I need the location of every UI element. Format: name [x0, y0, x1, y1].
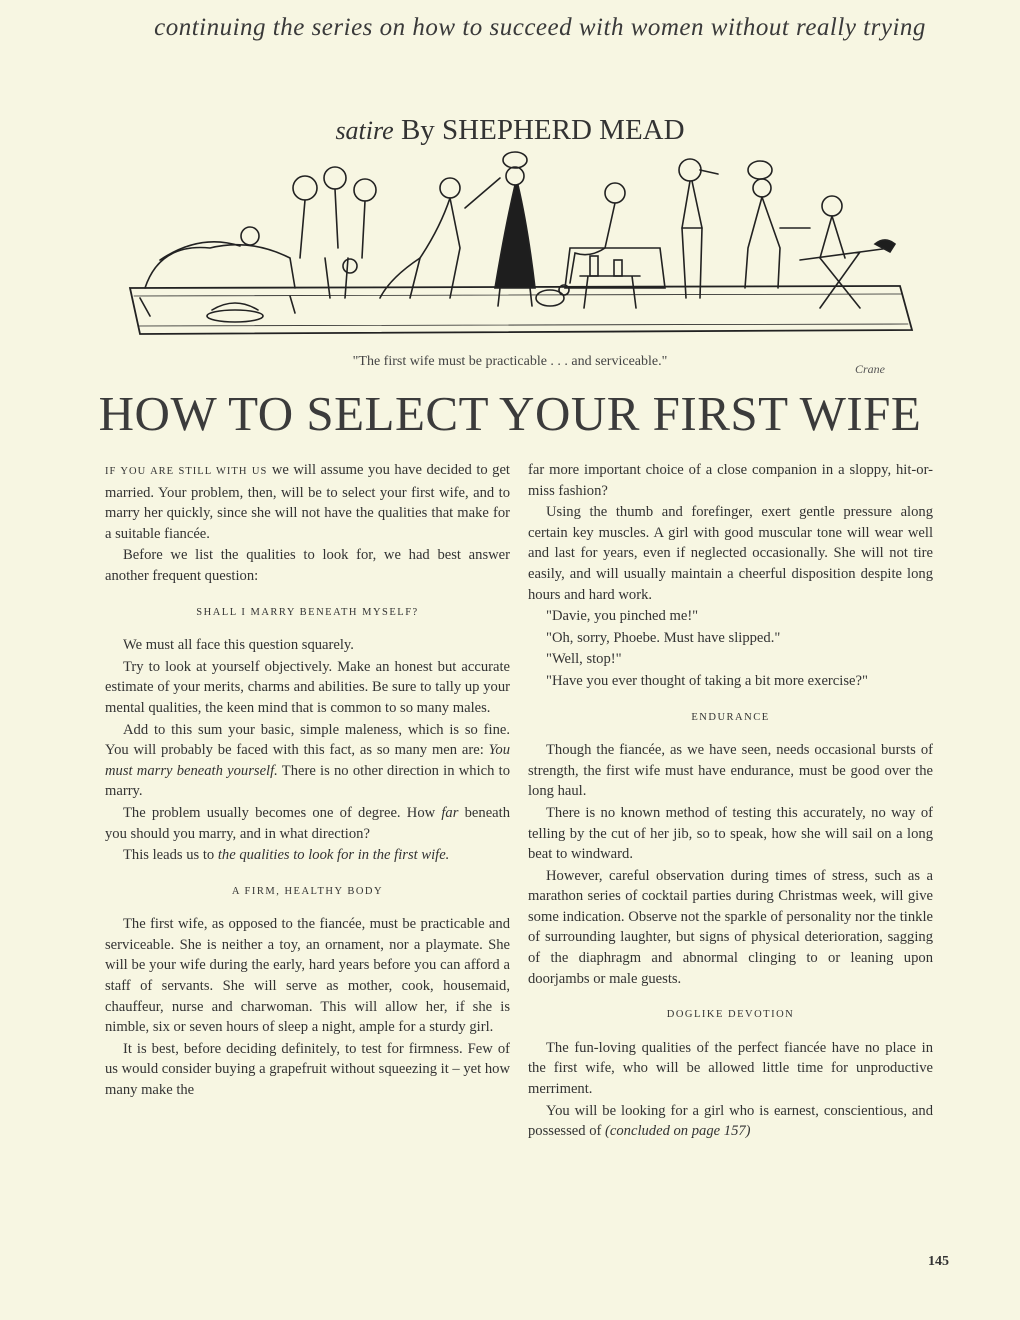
paragraph [105, 720, 510, 802]
intro-text: we will assume you have decided to get married. Your problem, then, will be to select your first wife, and to marry her quickly, since she will not have the qualities that make for a suitable fiancée. [105, 462, 510, 542]
paragraph: The fun-loving qualities of the perfect fiancée have no place in the first wife, who will be allowed little time for unproductive merriment. [528, 1039, 933, 1098]
dialog-line: "Oh, sorry, Phoebe. Must have slipped." [546, 629, 781, 646]
byline [0, 114, 1020, 147]
dialog-line: "Well, stop!" [546, 651, 622, 668]
subhead: SHALL I MARRY BENEATH MYSELF? [196, 606, 419, 618]
subhead: DOGLIKE DEVOTION [666, 1009, 795, 1021]
cartoon-illustration [120, 148, 920, 358]
intro-lead: IF YOU ARE STILL WITH US [105, 466, 268, 477]
paragraph: It is best, before deciding definitely, to test for firmness. Few of us would consider buying a grapefruit without squeezing it – yet how many make the [105, 1040, 510, 1099]
paragraph [105, 460, 510, 544]
paragraph [105, 845, 510, 866]
paragraph [105, 803, 510, 844]
page-number: 145 [928, 1254, 949, 1269]
paragraph: Using the thumb and forefinger, exert gentle pressure along certain key muscles. A girl with good muscular tone will wear well and last for years, even if neglected occasionally. She will not tire easily, and will usually maintain a cheerful disposition despite long hours and hard work. [528, 504, 933, 603]
dialog-line: "Have you ever thought of taking a bit more exercise?" [546, 672, 868, 689]
paragraph: Though the fiancée, as we have seen, needs occasional bursts of strength, the first wife must have endurance, must be good over the long haul. [528, 742, 933, 800]
paragraph: There is no known method of testing this accurately, no way of telling by the cut of her jib, so to speak, how she will sail on a long beat to windward. [528, 804, 933, 863]
dialog-line: "Davie, you pinched me!" [546, 608, 699, 625]
text-run: This leads us to [123, 847, 218, 864]
paragraph: However, careful observation during times of stress, such as a marathon series of cocktail parties during Christmas week, will give some indication. Observe not the sparkle of personality nor the tinkle of surrounding laughter, but signs of physical deterioration, sagging of the diaphragm and abnormal clinging to or leaning upon doorjambs or male guests. [528, 867, 933, 987]
paragraph: Before we list the qualities to look for, we had best answer another frequent question: [105, 547, 510, 584]
text-run: You will be looking for a girl who is earnest, conscientious, and possessed of [528, 1102, 933, 1140]
artist-signature: Crane [855, 362, 885, 376]
article-column-left [105, 460, 510, 1102]
continuation-note: (concluded on page 157) [605, 1123, 751, 1140]
text-run: beneath you should you marry, and in what direction? [105, 804, 510, 842]
paragraph: Try to look at yourself objectively. Make an honest but accurate estimate of your merits, charms and abilities. Be sure to tally up your mental qualities, the keen mind that is common to so many males. [105, 658, 510, 716]
italic-run: far [441, 804, 459, 821]
paragraph: The first wife, as opposed to the fiancée, must be practicable and serviceable. She is neither a toy, an ornament, nor a playmate. She will be your wife during the early, hard years before you can afford a staff of servants. She will serve as mother, cook, housemaid, chauffeur, nurse and charwoman. This will allow her, if she is nimble, six or seven hours of sleep a night, ample for a sturdy girl. [105, 916, 510, 1036]
paragraph: We must all face this question squarely. [123, 637, 354, 654]
paragraph: far more important choice of a close companion in a sloppy, hit-or-miss fashion? [528, 462, 933, 499]
subhead: ENDURANCE [691, 711, 770, 723]
author-name: By SHEPHERD MEAD [400, 114, 685, 146]
headline: HOW TO SELECT YOUR FIRST WIFE [98, 386, 922, 441]
italic-run: You must marry beneath yourself. [105, 742, 510, 779]
article-column-right [528, 460, 933, 1143]
text-run: There is no other direction in which to marry. [105, 762, 510, 800]
series-line: continuing the series on how to succeed with women without really trying [154, 14, 926, 41]
paragraph [528, 1101, 933, 1142]
text-run: Add to this sum your basic, simple maleness, which is so fine. You will probably be faced with this fact, as so many men are: [105, 721, 510, 759]
text-run: The problem usually becomes one of degree. How [123, 804, 442, 821]
subhead: A FIRM, HEALTHY BODY [231, 885, 384, 897]
italic-run: the qualities to look for in the first wife. [217, 847, 450, 864]
satire-label: satire [335, 116, 394, 145]
cartoon-illustration-icon [120, 148, 920, 358]
illustration-caption: "The first wife must be practicable . . . and serviceable." [352, 354, 668, 369]
